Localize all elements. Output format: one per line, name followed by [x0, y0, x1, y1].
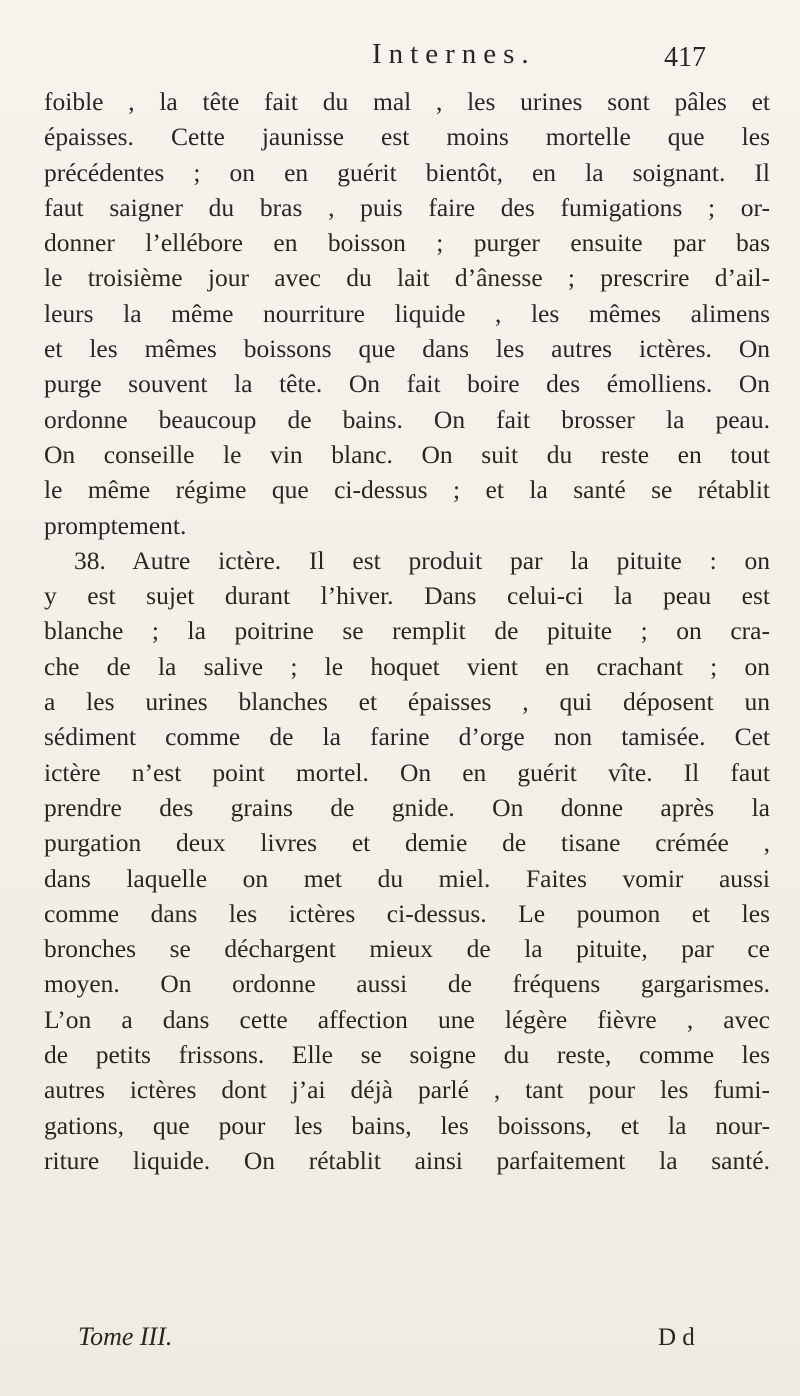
text-line: précédentes ; on en guérit bientôt, en la soignant. Il [44, 157, 770, 187]
text-line: et les mêmes boissons que dans les autres ictères. On [44, 334, 770, 364]
text-line: sédiment comme de la farine d’orge non tamisée. Cet [44, 722, 770, 752]
text-line: le même régime que ci-dessus ; et la santé se rétablit [44, 475, 770, 505]
text-line: épaisses. Cette jaunisse est moins mortelle que les [44, 122, 770, 152]
text-line: gations, que pour les bains, les boissons, et la nour- [44, 1110, 770, 1140]
text-line: purgation deux livres et demie de tisane crémée , [44, 828, 770, 858]
text-line: prendre des grains de gnide. On donne après la [44, 792, 770, 822]
page-footer [78, 1322, 738, 1362]
text-line: leurs la même nourriture liquide , les mêmes alimens [44, 298, 770, 328]
text-line: le troisième jour avec du lait d’ânesse ; prescrire d’ail- [44, 263, 770, 293]
body-text [44, 84, 770, 1178]
text-line: foible , la tête fait du mal , les urines sont pâles et [44, 87, 770, 116]
text-line: che de la salive ; le hoquet vient en crachant ; on [44, 651, 770, 681]
text-line: L’on a dans cette affection une légère fièvre , avec [44, 1004, 770, 1034]
text-line: comme dans les ictères ci-dessus. Le poumon et les [44, 898, 770, 928]
page-number: 417 [664, 42, 706, 73]
text-line: moyen. On ordonne aussi de fréquens gargarismes. [44, 969, 770, 999]
text-line: autres ictères dont j’ai déjà parlé , tant pour les fumi- [44, 1075, 770, 1105]
text-line: de petits frissons. Elle se soigne du reste, comme les [44, 1040, 770, 1070]
text-line: ordonne beaucoup de bains. On fait brosser la peau. [44, 404, 770, 434]
text-line: blanche ; la poitrine se remplit de pituite ; on cra- [44, 616, 770, 646]
volume-label: Tome III. [78, 1322, 173, 1351]
text-line: faut saigner du bras , puis faire des fumigations ; or- [44, 192, 770, 222]
text-line: donner l’ellébore en boisson ; purger ensuite par bas [44, 228, 770, 258]
text-line: bronches se déchargent mieux de la pituite, par ce [44, 934, 770, 964]
text-line: ictère n’est point mortel. On en guérit vîte. Il faut [44, 757, 770, 787]
running-title: Internes. [372, 38, 536, 70]
text-line: a les urines blanches et épaisses , qui déposent un [44, 687, 770, 717]
text-line: On conseille le vin blanc. On suit du reste en tout [44, 439, 770, 469]
text-line: promptement. [44, 510, 187, 540]
text-line: dans laquelle on met du miel. Faites vomir aussi [44, 863, 770, 893]
text-line: riture liquide. On rétablit ainsi parfaitement la santé. [44, 1145, 770, 1175]
page-header [372, 38, 772, 84]
signature-mark: D d [658, 1324, 695, 1351]
text-line: 38. Autre ictère. Il est produit par la pituite : on [74, 545, 770, 575]
text-line: purge souvent la tête. On fait boire des émolliens. On [44, 369, 770, 399]
text-line: y est sujet durant l’hiver. Dans celui-ci la peau est [44, 581, 770, 611]
